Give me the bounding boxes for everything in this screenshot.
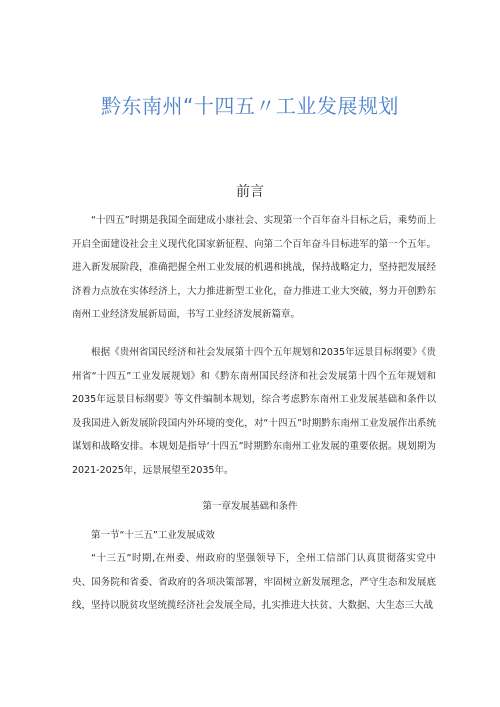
chapter-heading: 第一章发展基础和条件 xyxy=(202,501,298,512)
section-heading: 第一节“十三五”工业发展成效 xyxy=(91,530,215,541)
preface-heading: 前言 xyxy=(236,184,264,200)
section-paragraph: “十三五”时期,在州委、州政府的坚强领导下，全州工信部门认真贯彻落实党中央、国务院和省委、省政府的各项决策部署，牢固树立新发展理念，严守生态和发展底线，坚持以脱贫攻坚统揽经济社会发展全局，扎实推进大扶贫、大数据、大生态三大战 xyxy=(72,553,436,611)
preface-paragraph-1: “十四五”时期是我国全面建成小康社会、实现第一个百年奋斗目标之后，乘势而上开启全面建设社会主义现代化国家新征程、向第二个百年奋斗目标进军的第一个五年。进入新发展阶段，准确把握全州工业发展的机遇和挑战，保持战略定力，坚持把发展经济着力点放在实体经济上，大力推进新型工业化，奋力推进工业大突破，努力开创黔东南州工业经济发展新局面，书写工业经济发展新篇章。 xyxy=(72,215,436,320)
document-title: 黔东南州“十四五〃工业发展规划 xyxy=(101,94,399,118)
preface-paragraph-2: 根据《贵州省国民经济和社会发展第十四个五年规划和2035年远景目标纲要》《贵州省“十四五”工业发展规划》和《黔东南州国民经济和社会发展第十四个五年规划和2035年远景目标纲要》等文件编制本规划，综合考虑黔东南州工业发展基础和条件以及我国进入新发展阶段国内外环境的变化，对“十四五”时期黔东南州工业发展作出系统谋划和战略安排。本规划是指导‘十四五”时期黔东南州工业发展的重要依据。规划期为2021-2025年，远景展望至2035年。 xyxy=(72,347,436,476)
